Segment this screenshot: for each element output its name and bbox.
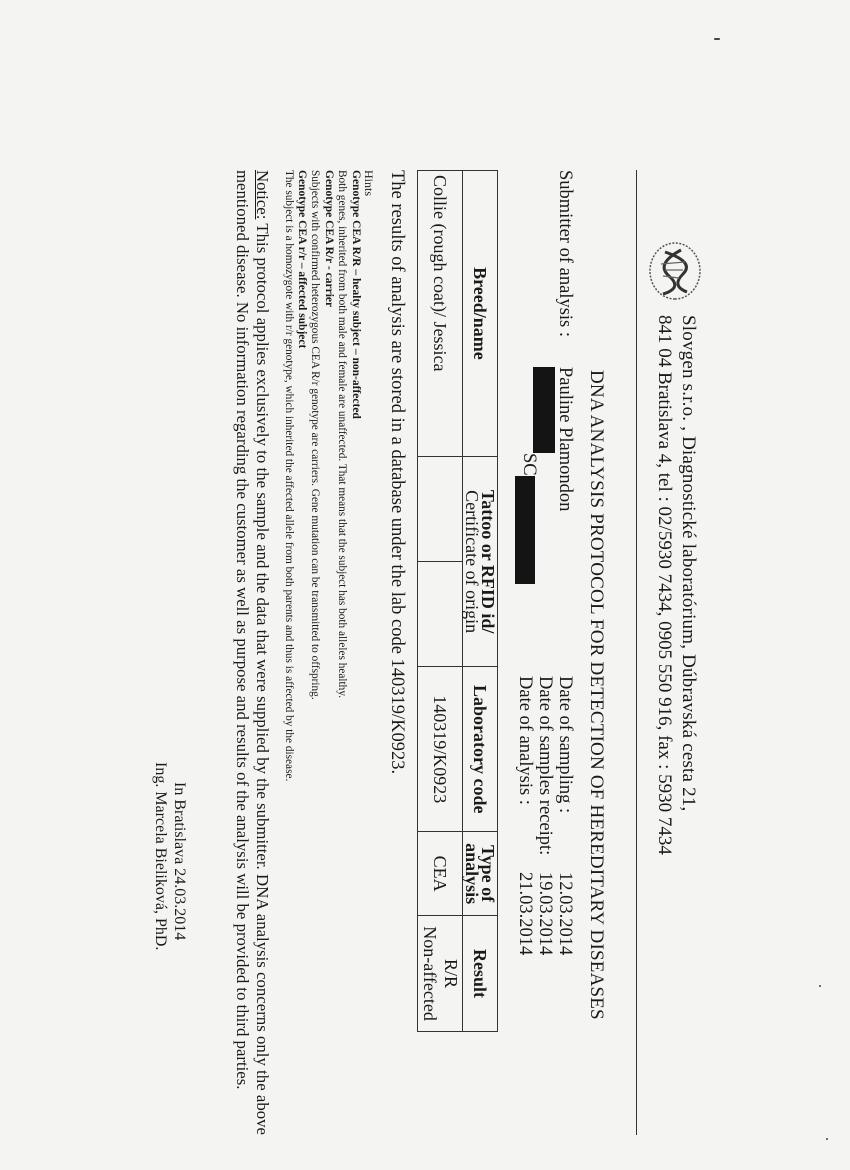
- company-address-line1: Slovgen s.r.o. , Diagnostické laboratórium, Dúbravská cesta 21,: [678, 315, 699, 812]
- hint-title: Genotype CEA r/r – affected subject: [295, 170, 308, 349]
- signature-place-date: In Bratislava 24.03.2014: [171, 782, 188, 941]
- analysis-date-label: Date of analysis :: [515, 676, 535, 805]
- lab-code-header: Laboratory code: [463, 667, 498, 832]
- tattoo-header: [463, 456, 498, 666]
- type-header-line2: analysis: [462, 843, 482, 905]
- sampling-date-label: Date of sampling :: [555, 676, 575, 814]
- rotated-document: [152, 170, 705, 1170]
- redaction-bar: [533, 367, 555, 453]
- type-header-line1: Type of: [478, 845, 498, 903]
- tattoo-cell: [418, 456, 463, 561]
- submitter-name: Pauline Plamondon: [555, 367, 575, 512]
- result-genotype: R/R: [441, 959, 461, 989]
- breed-header: Breed/name: [463, 171, 498, 457]
- header-divider: [636, 170, 637, 1135]
- notice-label: Notice:: [253, 170, 272, 220]
- hint-title: Genotype CEA R/r - carrier: [322, 170, 335, 308]
- lab-code-cell: 140319/K0923: [418, 667, 463, 832]
- scan-speck: [714, 38, 720, 40]
- database-note: The results of analysis are stored in a database under the lab code 140319/K0923.: [387, 170, 407, 775]
- type-header: [463, 832, 498, 916]
- table-header-row: [463, 171, 498, 1032]
- notice-paragraph: [232, 170, 272, 1135]
- table-row: [418, 171, 463, 1032]
- hint-title: Genotype CEA R/R – healty subject – non-affected: [349, 170, 362, 419]
- hint-text: The subject is a homozygote with r/r genotype, which inherited the affected allele from both parents and thus is affected by the disease.: [282, 170, 295, 782]
- submitter-address: SC: [519, 453, 539, 476]
- result-header: Result: [463, 916, 498, 1032]
- company-address-line2: 841 04 Bratislava 4, tel : 02/5930 7434, 0905 550 916, fax : 5930 7434: [654, 315, 675, 855]
- redaction-bar: [515, 476, 535, 584]
- certificate-cell: [418, 562, 463, 667]
- notice-text: This protocol applies exclusively to the sample and the data that were supplied by the submitter. DNA analysis concerns only the above mentioned disease. No information regarding the customer as well as purpose and results of the analysis will be provided to third parties.: [233, 170, 272, 1135]
- tattoo-header-line1: Tattoo or RFID id/: [478, 489, 498, 634]
- scan-speck: [819, 985, 821, 987]
- result-cell: [418, 916, 463, 1032]
- hint-text: Subjects with confirmed heterozygous CEA R/r genotype are carriers. Gene mutation can be transmitted to offspring.: [309, 170, 322, 700]
- breed-cell: Collie (rough coat)/ Jessica: [418, 171, 463, 457]
- submitter-label: Submitter of analysis :: [555, 170, 575, 337]
- scan-speck: [826, 1138, 828, 1140]
- sampling-date-value: 12.03.2014: [555, 872, 575, 956]
- receipt-date-label: Date of samples receipt:: [535, 676, 555, 856]
- tattoo-header-line2: Certificate of origin: [462, 490, 482, 634]
- hint-text: Both genes, inherited from both male and female are unaffected. That means that the subject has both alleles healthy.: [336, 170, 349, 699]
- hints-heading: Hints: [362, 170, 376, 197]
- dna-helix-logo: [647, 240, 703, 302]
- receipt-date-value: 19.03.2014: [535, 872, 555, 956]
- type-cell: CEA: [418, 832, 463, 916]
- hints-section: [281, 170, 375, 1150]
- analysis-date-value: 21.03.2014: [515, 872, 535, 956]
- signature-name: Ing. Marcela Bieliková, PhD.: [152, 762, 169, 951]
- document-title: DNA ANALYSIS PROTOCOL FOR DETECTION OF HEREDITARY DISEASES: [586, 370, 607, 1020]
- results-table: [417, 170, 498, 1032]
- result-status: Non-affected: [420, 926, 440, 1021]
